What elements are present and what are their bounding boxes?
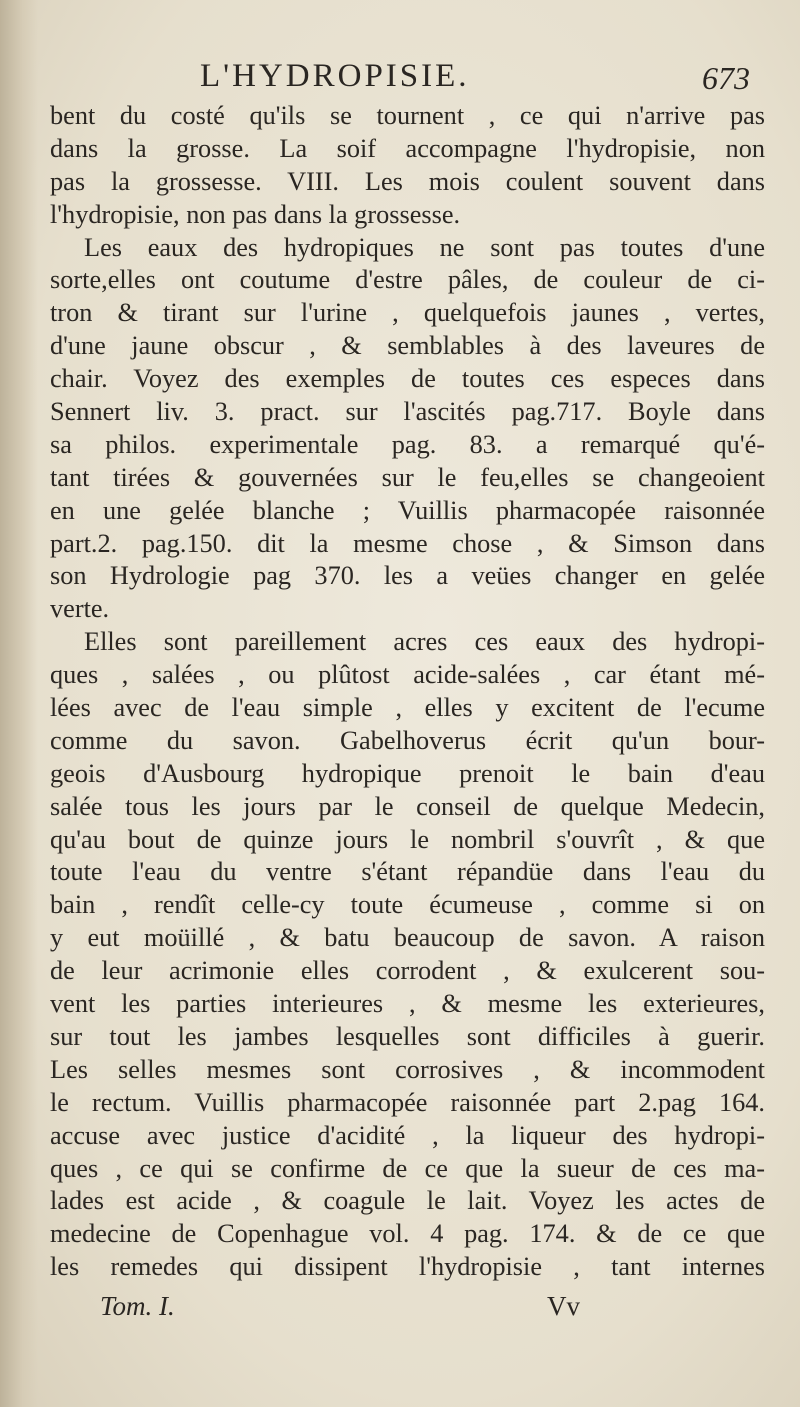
text-line: son Hydrologie pag 370. les a veües changer en gelée [50,561,765,591]
signature-mark: Vv [547,1291,580,1321]
text-line: lées avec de l'eau simple , elles y excitent de l'ecume [50,693,765,723]
text-line: ques , ce qui se confirme de ce que la sueur de ces ma- [50,1153,765,1183]
text-line: y eut moüillé , & batu beaucoup de savon. A raison [50,923,765,953]
text-line: salée tous les jours par le conseil de quelque Medecin, [50,791,765,821]
text-line: Les selles mesmes sont corrosives , & incommodent [50,1054,765,1084]
text-line: qu'au bout de quinze jours le nombril s'ouvrît , & que [50,824,765,854]
text-line: bain , rendît celle-cy toute écumeuse , comme si on [50,890,765,920]
footer-volume: Tom. I. [100,1291,175,1321]
text-line: tant tirées & gouvernées sur le feu,elles se changeoient [50,462,765,492]
text-line: sorte,elles ont coutume d'estre pâles, de couleur de ci- [50,265,765,295]
text-line: pas la grossesse. VIII. Les mois coulent souvent dans [50,166,765,196]
text-line: toute l'eau du ventre s'étant répandüe dans l'eau du [50,857,765,887]
text-line: bent du costé qu'ils se tournent , ce qui n'arrive pas [50,101,765,130]
text-line: sur tout les jambes lesquelles sont difficiles à guerir. [50,1021,765,1051]
text-line: part.2. pag.150. dit la mesme chose , & Simson dans [50,528,765,558]
text-line: medecine de Copenhague vol. 4 pag. 174. & de ce que [50,1219,765,1249]
text-line: sa philos. experimentale pag. 83. a remarqué qu'é- [50,429,765,459]
text-line: de leur acrimonie elles corrodent , & exulcerent sou- [50,956,765,986]
text-line: chair. Voyez des exemples de toutes ces especes dans [50,364,765,394]
text-line: Les eaux des hydropiques ne sont pas toutes d'une [84,232,765,262]
text-line: Elles sont pareillement acres ces eaux des hydropi- [84,627,765,657]
gutter-shadow [0,0,38,1407]
text-line: geois d'Ausbourg hydropique prenoit le bain d'eau [50,758,765,788]
text-line: accuse avec justice d'acidité , la liqueur des hydropi- [50,1120,765,1150]
text-line: l'hydropisie, non pas dans la grossesse. [50,199,461,229]
body-text [50,100,765,1284]
text-line: dans la grosse. La soif accompagne l'hydropisie, non [50,133,765,163]
text-line: tron & tirant sur l'urine , quelquefois jaunes , vertes, [50,298,765,328]
text-line: verte. [50,594,110,624]
running-title: L'HYDROPISIE. [200,58,470,94]
text-line: les remedes qui dissipent l'hydropisie , tant internes [50,1252,765,1282]
page-number: 673 [702,60,750,96]
text-line: d'une jaune obscur , & semblables à des laveures de [50,331,765,361]
text-line: lades est acide , & coagule le lait. Voyez les actes de [50,1186,765,1216]
text-line: ques , salées , ou plûtost acide-salées , car étant mé- [50,660,765,690]
text-line: en une gelée blanche ; Vuillis pharmacopée raisonnée [50,495,765,525]
page-footer [100,1291,580,1325]
text-line: comme du savon. Gabelhoverus écrit qu'un bour- [50,725,765,755]
text-line: le rectum. Vuillis pharmacopée raisonnée part 2.pag 164. [50,1087,765,1117]
text-line: Sennert liv. 3. pract. sur l'ascités pag.717. Boyle dans [50,397,765,427]
text-line: vent les parties interieures , & mesme les exterieures, [50,989,765,1019]
